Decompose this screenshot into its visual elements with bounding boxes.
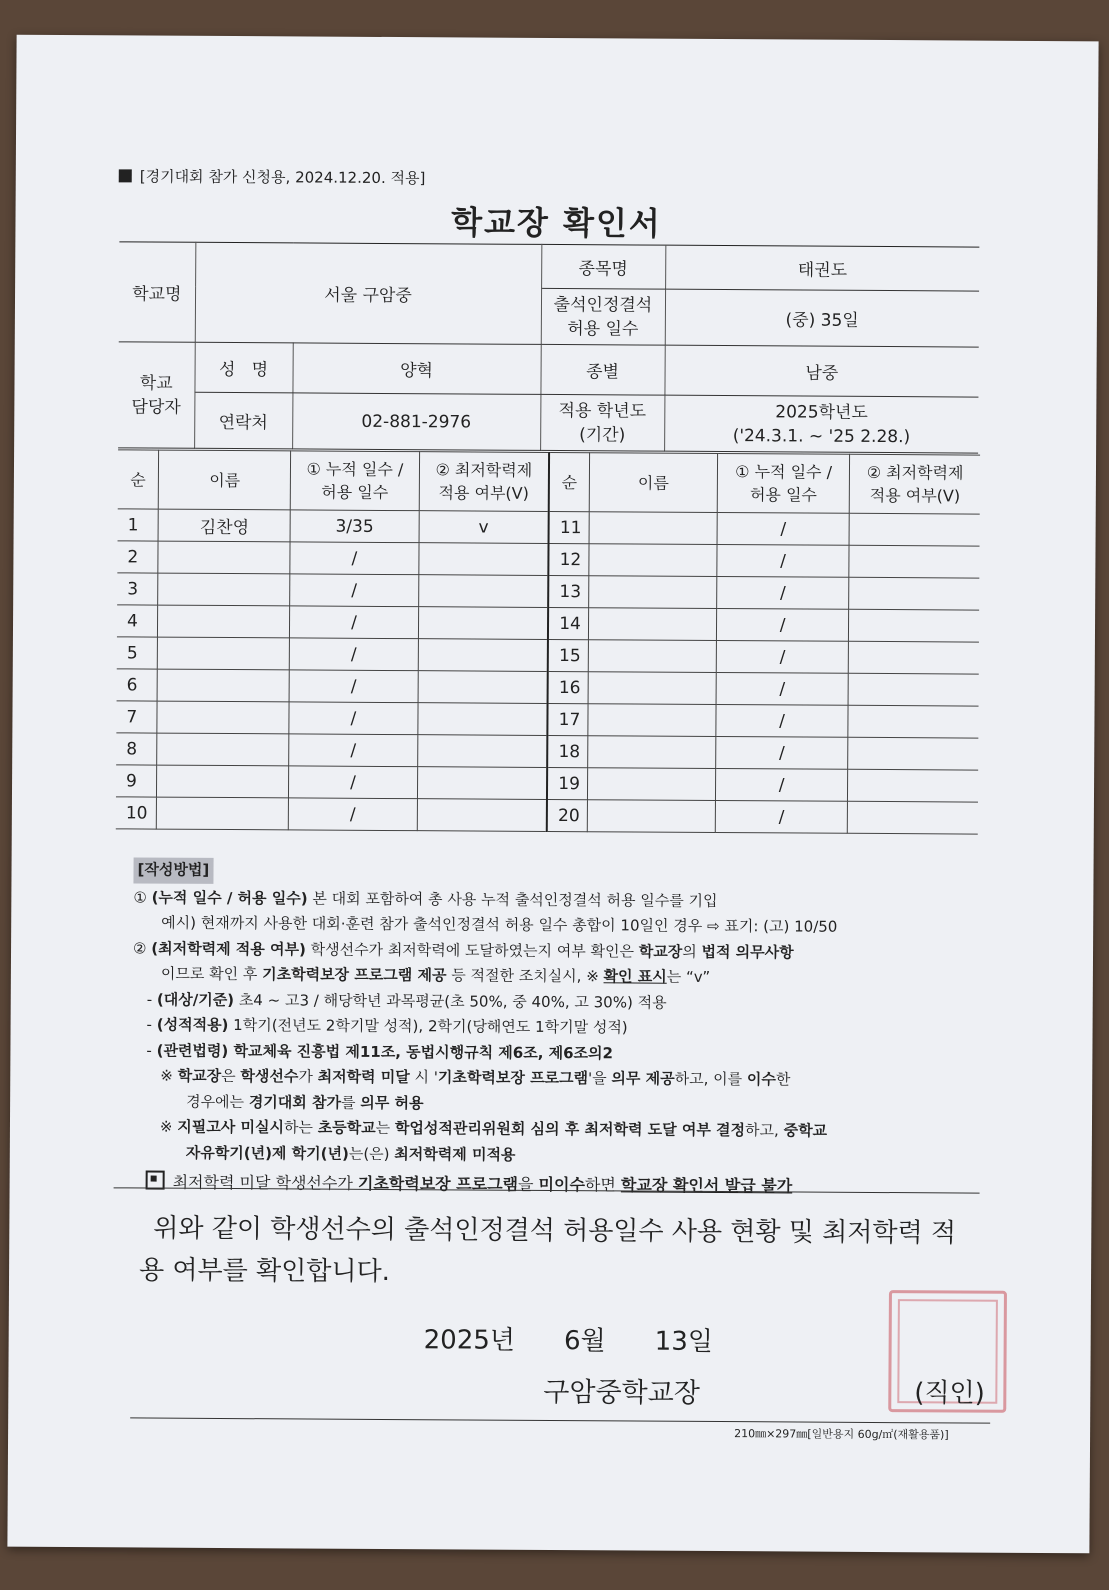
seal-label: (직인)	[914, 1378, 985, 1409]
roster-right-days: /	[716, 704, 848, 737]
roster-left-min	[418, 639, 548, 672]
table-row	[117, 669, 979, 706]
instruction-sub-2: - (성적적용) 1학기(전년도 2학기말 성적), 2학기(당해연도 1학기말 성적)	[146, 1015, 628, 1037]
warning-line: 최저학력 미달 학생선수가 기초학력보장 프로그램을 미이수하면 학교장 확인서 발급 불가	[132, 1169, 992, 1200]
year-label: 적용 학년도 (기간)	[540, 394, 664, 451]
roster-right-days: /	[717, 512, 849, 545]
instruction-1: ① (누적 일수 / 허용 일수) 본 대회 포함하여 총 사용 누적 출석인정결석 허용 일수를 기입	[133, 887, 718, 910]
roster-right-no: 15	[548, 639, 588, 671]
table-row	[117, 541, 979, 578]
school-label: 학교명	[119, 242, 196, 342]
instruction-2-cont: 이므로 확인 후 기초학력보장 프로그램 제공 등 적절한 조치실시, ※ 확인 표시는 “v”	[160, 964, 711, 986]
roster-left-min	[418, 543, 548, 576]
roster-left-name	[157, 733, 289, 766]
header-min-right: ② 최저학력제 적용 여부(V)	[849, 454, 980, 514]
name-value: 양혁	[292, 343, 540, 395]
phone-label: 연락처	[194, 392, 292, 449]
roster-left-min: v	[419, 511, 549, 544]
roster-right-min	[848, 705, 978, 738]
roster-left-no: 2	[117, 541, 158, 573]
roster-right-days: /	[716, 640, 848, 673]
roster-left-min	[417, 799, 547, 832]
roster-left-min	[417, 767, 547, 800]
instructions-section	[132, 857, 994, 1200]
category-value: 남중	[664, 345, 978, 397]
roster-left-no: 4	[117, 605, 158, 637]
table-row	[116, 797, 978, 834]
roster-right-days: /	[717, 544, 849, 577]
table-row	[116, 701, 978, 738]
roster-right-name	[588, 704, 716, 737]
note-2: ※ 지필고사 미실시하는 초등학교는 학업성적관리위원회 심의 후 최저학력 도달 여부 결정하고, 중학교	[159, 1117, 828, 1140]
roster-right-days: /	[716, 736, 848, 769]
header-note: [경기대회 참가 신청용, 2024.12.20. 적용]	[119, 165, 426, 188]
phone-value: 02-881-2976	[292, 393, 540, 451]
roster-left-days: /	[290, 542, 418, 575]
table-row	[116, 765, 978, 802]
roster-right-days: /	[717, 576, 849, 609]
roster-left-no: 5	[117, 637, 158, 669]
roster-right-name	[589, 512, 717, 545]
roster-left-name	[158, 573, 290, 606]
category-label: 종별	[540, 344, 664, 395]
roster-right-no: 19	[547, 767, 587, 799]
year-value: 2025학년도 ('24.3.1. ~ '25 2.28.)	[664, 395, 978, 453]
table-row	[118, 509, 980, 546]
roster-left-days: 3/35	[290, 510, 418, 543]
table-row	[117, 637, 979, 674]
roster-right-days: /	[715, 768, 847, 801]
roster-left-min	[418, 607, 548, 640]
roster-right-name	[589, 576, 717, 609]
header-no-left: 순	[118, 450, 159, 509]
roster-left-no: 9	[116, 765, 157, 797]
instructions-heading: [작성방법]	[133, 857, 213, 883]
header-name-left: 이름	[158, 450, 291, 510]
roster-right-days: /	[716, 672, 848, 705]
header-min-left: ② 최저학력제 적용 여부(V)	[419, 452, 550, 512]
name-label: 성 명	[194, 342, 292, 393]
header-days-left: ① 누적 일수 / 허용 일수	[291, 451, 419, 511]
header-days-right: ① 누적 일수 / 허용 일수	[717, 453, 850, 513]
roster-left-days: /	[290, 574, 418, 607]
roster-body	[116, 509, 980, 834]
footer-divider	[130, 1417, 990, 1423]
roster-left-name	[157, 637, 289, 670]
roster-right-name	[587, 800, 715, 833]
roster-right-no: 17	[548, 703, 588, 735]
contact-label: 학교 담당자	[118, 342, 195, 448]
roster-right-no: 13	[548, 575, 588, 607]
roster-left-days: /	[290, 606, 418, 639]
note-1-cont: 경우에는 경기대회 참가를 의무 허용	[186, 1092, 424, 1112]
paper-spec-footer: 210㎜×297㎜[일반용지 60g/㎡(재활용품)]	[734, 1427, 949, 1442]
roster-left-no: 3	[117, 573, 158, 605]
roster-right-min	[849, 513, 979, 546]
document-paper	[7, 35, 1098, 1554]
table-row	[117, 605, 979, 642]
note-1: ※ 학교장은 학생선수가 최저학력 미달 시 '기초학력보장 프로그램'을 의무 제공하고, 이를 이수한	[160, 1066, 791, 1089]
square-bullet-icon	[119, 169, 132, 182]
roster-left-no: 6	[117, 669, 158, 701]
roster-right-no: 18	[547, 735, 587, 767]
roster-left-days: /	[289, 670, 417, 703]
roster-right-min	[849, 609, 979, 642]
roster-left-min	[417, 703, 547, 736]
instruction-sub-3: - (관련법령) 학교체육 진흥법 제11조, 동법시행규칙 제6조, 제6조의2	[146, 1041, 614, 1062]
principal-name: 구암중학교장	[543, 1376, 700, 1409]
roster-right-min	[849, 577, 979, 610]
roster-right-name	[588, 640, 716, 673]
header-name-right: 이름	[589, 453, 717, 513]
document-title: 학교장 확인서	[451, 203, 662, 243]
roster-left-name: 김찬영	[158, 509, 290, 542]
roster-right-name	[588, 672, 716, 705]
table-row	[116, 733, 978, 770]
roster-right-no: 14	[548, 607, 588, 639]
roster-right-min	[848, 801, 978, 834]
roster-right-no: 20	[547, 799, 587, 831]
roster-left-name	[158, 541, 290, 574]
roster-right-days: /	[716, 608, 848, 641]
event-label: 종목명	[541, 244, 665, 289]
roster-right-min	[848, 641, 978, 674]
roster-left-min	[417, 735, 547, 768]
roster-right-min	[848, 737, 978, 770]
roster-right-min	[848, 769, 978, 802]
roster-left-no: 7	[116, 701, 157, 733]
instruction-sub-1: - (대상/기준) 초4 ~ 고3 / 해당학년 과목평균(초 50%, 중 40%, 고 30%) 적용	[146, 990, 667, 1012]
roster-left-min	[418, 671, 548, 704]
roster-table	[116, 449, 980, 834]
header-no-right: 순	[549, 452, 590, 511]
roster-right-min	[848, 673, 978, 706]
info-table	[118, 241, 979, 453]
absence-value: (중) 35일	[665, 289, 979, 347]
roster-left-name	[157, 669, 289, 702]
roster-left-name	[156, 797, 288, 830]
instruction-2: ② (최저학력제 적용 여부) 학생선수가 최저학력에 도달하였는지 여부 확인은 학교장의 법적 의무사항	[132, 938, 794, 961]
roster-left-days: /	[289, 766, 417, 799]
roster-left-name	[157, 701, 289, 734]
roster-right-name	[587, 768, 715, 801]
absence-label: 출석인정결석 허용 일수	[541, 288, 665, 345]
roster-left-name	[157, 765, 289, 798]
roster-right-name	[588, 736, 716, 769]
table-row	[117, 573, 979, 610]
roster-right-days: /	[715, 800, 847, 833]
issue-date: 2025년 6월 13일	[423, 1325, 714, 1357]
roster-left-days: /	[290, 638, 418, 671]
roster-right-name	[589, 544, 717, 577]
roster-left-days: /	[289, 734, 417, 767]
roster-left-min	[418, 575, 548, 608]
event-value: 태권도	[665, 245, 979, 291]
roster-left-days: /	[289, 702, 417, 735]
confirmation-text: 위와 같이 학생선수의 출석인정결석 허용일수 사용 현황 및 최저학력 적용 여부를 확인합니다.	[138, 1213, 957, 1288]
roster-left-days: /	[289, 798, 417, 831]
school-value: 서울 구암중	[195, 242, 542, 344]
roster-left-name	[158, 605, 290, 638]
roster-right-name	[588, 608, 716, 641]
roster-left-no: 8	[116, 733, 157, 765]
instruction-1-example: 예시) 현재까지 사용한 대회·훈련 참가 출석인정결석 허용 일수 총합이 10일인 경우 ⇨ 표기: (고) 10/50	[161, 913, 838, 936]
roster-right-min	[849, 545, 979, 578]
roster-right-no: 16	[548, 671, 588, 703]
roster-right-no: 11	[549, 511, 589, 543]
roster-left-no: 10	[116, 797, 157, 829]
note-2-cont: 자유학기(년)제 학기(년)는(은) 최저학력제 미적용	[185, 1143, 516, 1164]
roster-right-no: 12	[549, 543, 589, 575]
roster-left-no: 1	[118, 509, 159, 541]
